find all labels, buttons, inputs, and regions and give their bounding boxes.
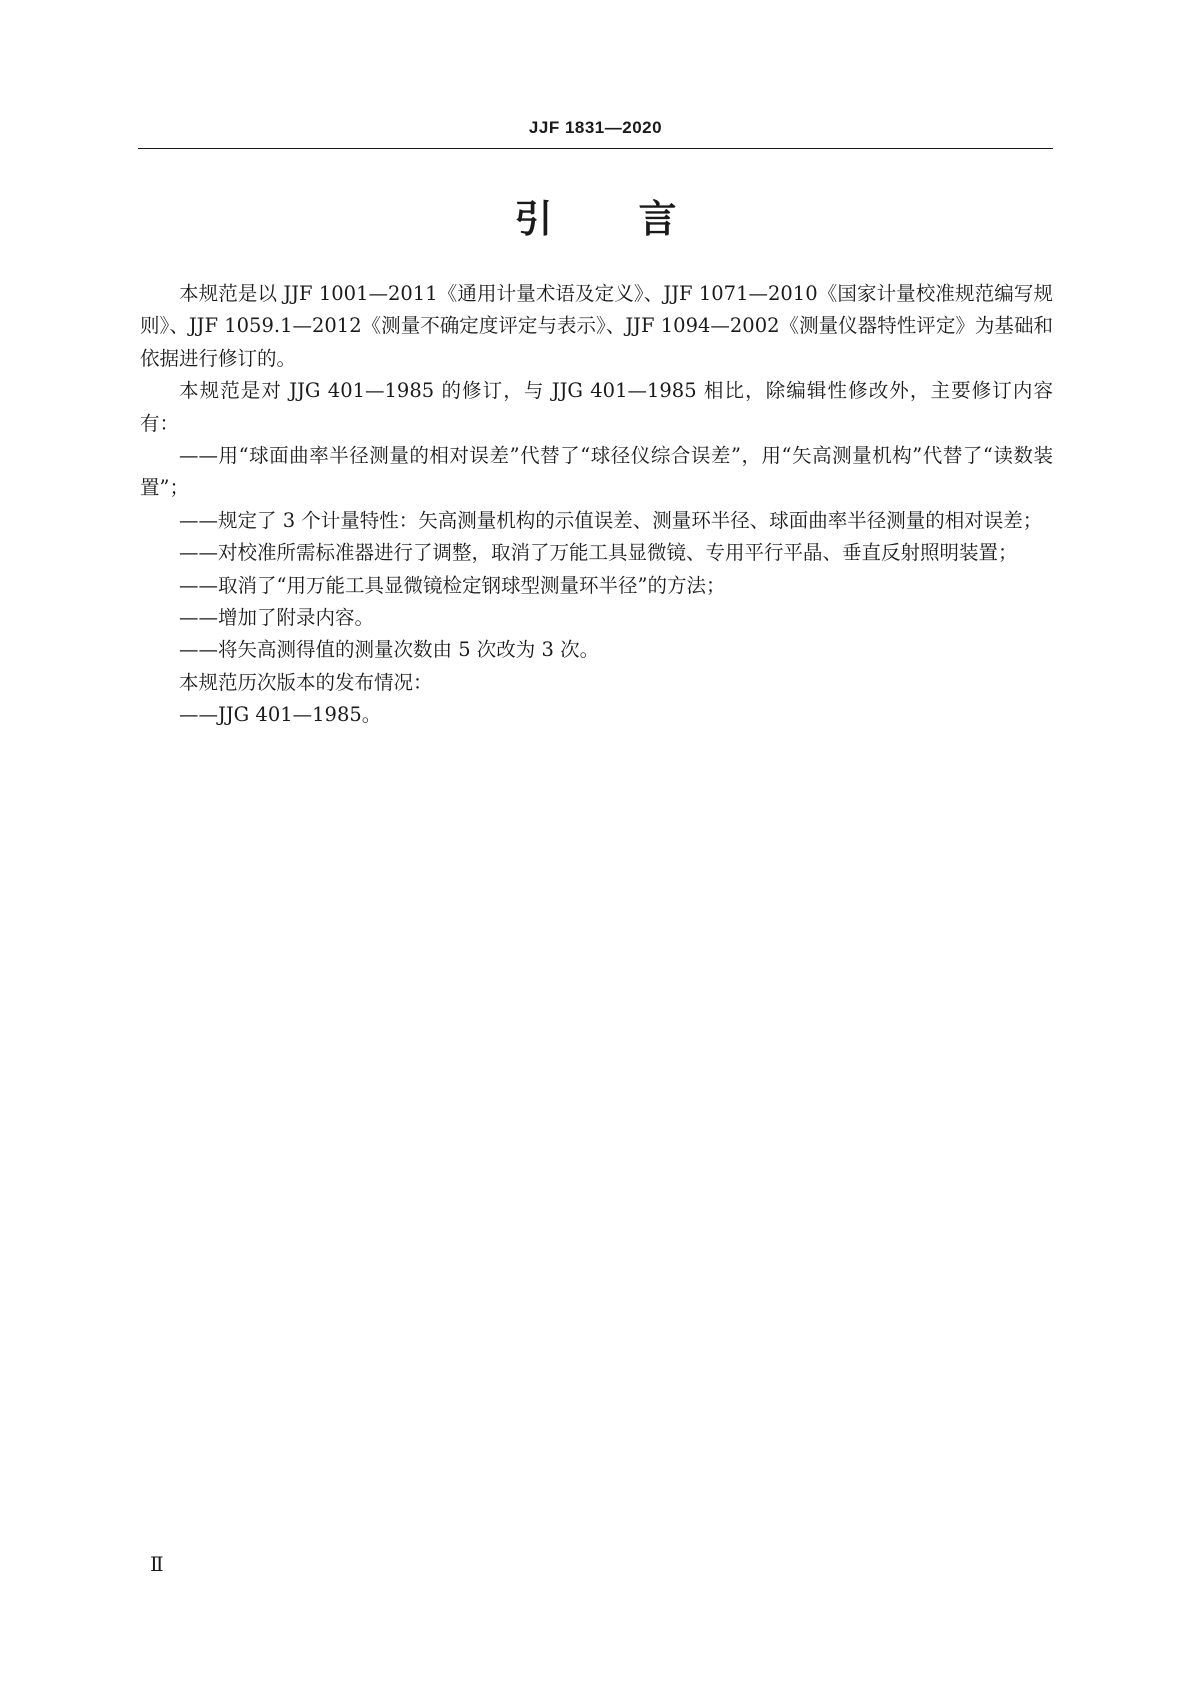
page-number: Ⅱ — [150, 1554, 164, 1576]
paragraph: 本规范是对 JJG 401—1985 的修订，与 JJG 401—1985 相比，除编辑性修改外，主要修订内容有： — [140, 379, 1053, 435]
revision-item: ——规定了 3 个计量特性：矢高测量机构的示值误差、测量环半径、球面曲率半径测量的相对误差； — [179, 508, 1043, 532]
section-title — [0, 196, 1191, 242]
section-title-char-1: 引 — [514, 197, 553, 241]
revision-item: ——用“球面曲率半径测量的相对误差”代替了“球径仪综合误差”，用“矢高测量机构”代替了“读数装置”； — [140, 444, 1053, 500]
revision-item: ——取消了“用万能工具显微镜检定钢球型测量环半径”的方法； — [179, 573, 726, 597]
revision-item: ——对校准所需标准器进行了调整，取消了万能工具显微镜、专用平行平晶、垂直反射照明装置； — [179, 541, 1018, 565]
introduction-body — [140, 278, 1053, 732]
document-code-header: JJF 1831—2020 — [528, 118, 663, 137]
paragraph: 本规范历次版本的发布情况： — [179, 670, 433, 694]
revision-item: ——将矢高测得值的测量次数由 5 次改为 3 次。 — [179, 638, 600, 662]
section-title-char-2: 言 — [638, 197, 677, 241]
paragraph: 本规范是以 JJF 1001—2011《通用计量术语及定义》、JJF 1071—2010《国家计量校准规范编写规则》、JJF 1059.1—2012《测量不确定度评定与表示》、JJF 1094—2002《测量仪器特性评定》为基础和依据进行修订的。 — [140, 282, 1053, 370]
header-divider — [138, 148, 1053, 149]
version-history-item: ——JJG 401—1985。 — [179, 703, 382, 727]
revision-item: ——增加了附录内容。 — [179, 606, 375, 630]
